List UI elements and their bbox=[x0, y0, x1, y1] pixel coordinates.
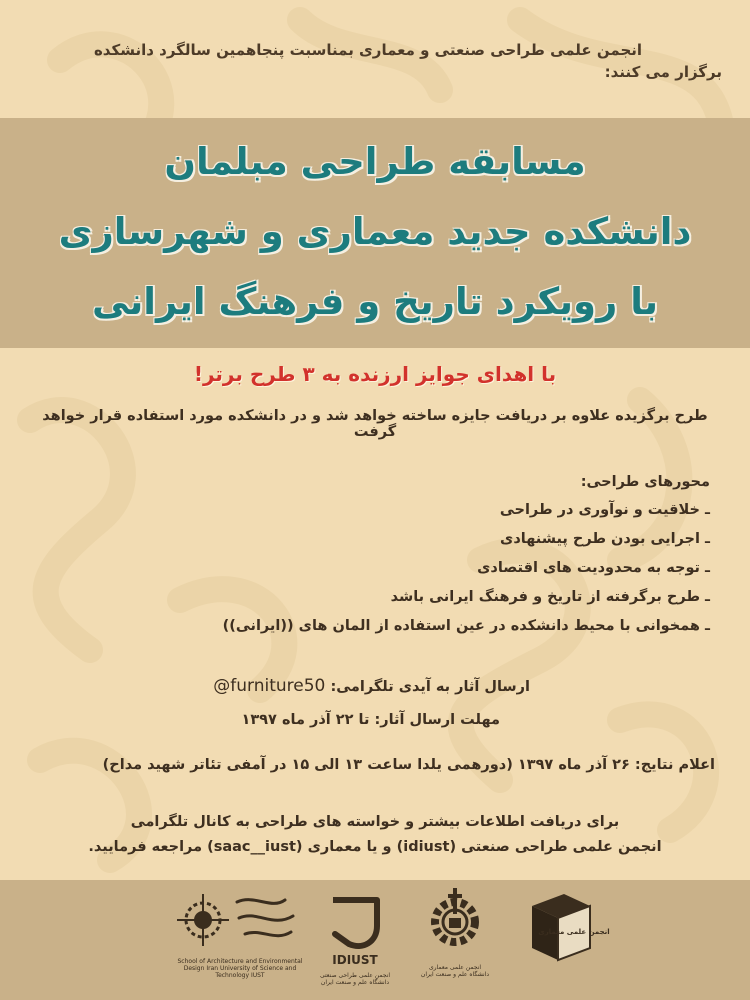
architecture-school-caption: School of Architecture and Environmental Design Iran University of Science and Technology IUST bbox=[177, 958, 303, 980]
gear-icon bbox=[420, 880, 490, 962]
cube-icon bbox=[520, 880, 610, 970]
architecture-school-emblem-icon bbox=[175, 880, 305, 960]
title-line-1: مسابقه طراحی مبلمان bbox=[164, 140, 586, 183]
channel-info bbox=[40, 810, 710, 861]
organizer-intro bbox=[32, 40, 722, 84]
intro-line-2: برگزار می کنند: bbox=[604, 62, 722, 81]
axis-item: ـ خلاقیت و نوآوری در طراحی bbox=[499, 502, 710, 518]
deadline-info: مهلت ارسال آثار: تا ۲۲ آذر ماه ۱۳۹۷ bbox=[241, 712, 500, 728]
design-axes bbox=[90, 468, 710, 641]
architecture-association-logo bbox=[420, 880, 490, 1000]
axes-list bbox=[90, 496, 710, 641]
axes-heading: محورهای طراحی: bbox=[580, 474, 710, 490]
telegram-handle[interactable]: @furniture50 bbox=[213, 676, 326, 696]
title-line-2: دانشکده جدید معماری و شهرسازی bbox=[58, 210, 692, 253]
results-info: اعلام نتایج: ۲۶ آذر ماه ۱۳۹۷ (دورهمی یلدا ساعت ۱۳ الی ۱۵ در آمفی تئاتر شهید مداح) bbox=[102, 757, 715, 773]
idiust-logo-text: IDIUST bbox=[332, 953, 378, 967]
channel-line-2: انجمن علمی طراحی صنعتی (idiust) و یا معماری (saac__iust) مراجعه فرمایید. bbox=[88, 839, 662, 856]
channel-line-1: برای دریافت اطلاعات بیشتر و خواسته های طراحی به کانال تلگرامی bbox=[130, 814, 620, 830]
title-band bbox=[0, 118, 750, 348]
submission-info bbox=[0, 676, 530, 696]
cube-logo-text: انجمن علمی معماری bbox=[538, 928, 610, 936]
architecture-school-logo bbox=[175, 880, 305, 1000]
idiust-logo bbox=[315, 880, 395, 1000]
axis-item: ـ همخوانی با محیط دانشکده در عین استفاده از المان های ((ایرانی)) bbox=[222, 618, 710, 634]
intro-line-1: انجمن علمی طراحی صنعتی و معماری بمناسبت پنجاهمین سالگرد دانشکده bbox=[93, 41, 643, 59]
title-line-3: با رویکرد تاریخ و فرهنگ ایرانی bbox=[91, 280, 659, 323]
axis-item: ـ توجه به محدودیت های اقتصادی bbox=[477, 560, 710, 576]
prize-description: طرح برگزیده علاوه بر دریافت جایزه ساخته خواهد شد و در دانشکده مورد استفاده قرار خواهد گرفت bbox=[42, 408, 708, 440]
idiust-emblem-icon bbox=[315, 880, 395, 970]
logo-footer bbox=[0, 880, 750, 1000]
architecture-association-caption: انجمن علمی معماری دانشگاه علم و صنعت ایران bbox=[420, 964, 490, 979]
submission-label: ارسال آثار به آیدی تلگرامی: bbox=[330, 679, 530, 695]
prize-announcement: با اهدای جوایز ارزنده به ۳ طرح برتر! bbox=[193, 362, 557, 386]
axis-item: ـ طرح برگرفته از تاریخ و فرهنگ ایرانی باشد bbox=[390, 589, 710, 605]
axis-item: ـ اجرایی بودن طرح پیشنهادی bbox=[500, 531, 710, 547]
idiust-caption: انجمن علمی طراحی صنعتی دانشگاه علم و صنعت ایران bbox=[319, 972, 391, 987]
cube-logo bbox=[520, 880, 610, 1000]
